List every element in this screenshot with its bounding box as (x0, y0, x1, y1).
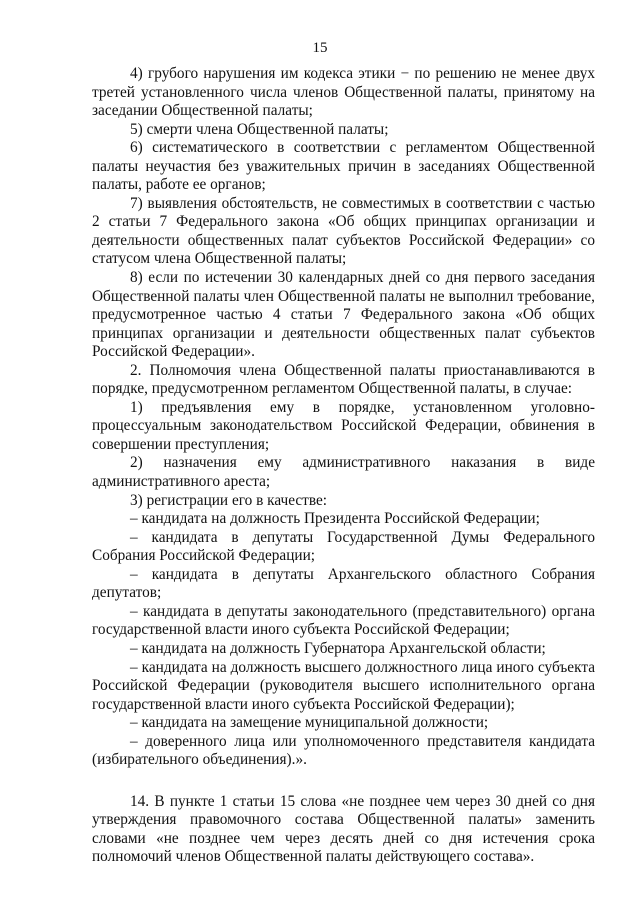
paragraph-suspension-item-1: 1) предъявления ему в порядке, установленном уголовно-процессуальным законодательством Российской Федерации, обвинения в совершении преступления; (92, 398, 595, 453)
paragraph-item-5-death: 5) смерти члена Общественной палаты; (130, 120, 389, 138)
paragraph-item-4-ethics-violation: 4) грубого нарушения им кодекса этики − по решению не менее двух третей установленного числа членов Общественной палаты, принятому на заседании Общественной палаты; (92, 65, 595, 120)
list-item-municipal-candidate: – кандидата на замещение муниципальной должности; (130, 714, 489, 732)
list-item-other-head-candidate: – кандидата на должность высшего должностного лица иного субъекта Российской Федерации (руководителя высшего исполнительного органа государственной власти иного субъекта Российской Федерации); (92, 658, 595, 713)
paragraph-item-6-non-participation: 6) систематического в соответствии с регламентом Общественной палаты неучастия без уважительных причин в заседаниях Общественной палаты, работе ее органов; (92, 139, 595, 194)
list-item-regional-assembly-candidate: – кандидата в депутаты Архангельского областного Собрания депутатов; (92, 565, 595, 602)
list-item-governor-candidate: – кандидата на должность Губернатора Архангельской области; (130, 639, 546, 657)
paragraph-suspension-item-3: 3) регистрации его в качестве: (130, 491, 328, 509)
document-body (92, 65, 595, 867)
paragraph-item-8-requirement-not-met: 8) если по истечении 30 календарных дней со дня первого заседания Общественной палаты член Общественной палаты не выполнил требование, предусмотренное частью 4 статьи 7 Федерального закона «Об общих принципах организации и деятельности общественных палат субъектов Российской Федерации». (92, 269, 595, 361)
paragraph-item-7-incompatible-circumstances: 7) выявления обстоятельств, не совместимых в соответствии с частью 2 статьи 7 Федерального закона «Об общих принципах организации и деятельности общественных палат субъектов Российской Федерации» со статусом члена Общественной палаты; (92, 194, 595, 268)
page-number: 15 (312, 40, 328, 56)
list-item-other-legislature-candidate: – кандидата в депутаты законодательного (представительного) органа государственной власти иного субъекта Российской Федерации; (92, 602, 595, 639)
list-item-president-candidate: – кандидата на должность Президента Российской Федерации; (130, 510, 540, 528)
paragraph-amendment-14: 14. В пункте 1 статьи 15 слова «не позднее чем через 30 дней со дня утверждения правомочного состава Общественной палаты» заменить словами «не позднее чем через десять дней со дня истечения срока полномочий членов Общественной палаты действующего состава». (92, 792, 595, 866)
list-item-state-duma-candidate: – кандидата в депутаты Государственной Думы Федерального Собрания Российской Федерации; (92, 528, 595, 565)
list-item-trusted-representative: – доверенного лица или уполномоченного представителя кандидата (избирательного объединения).». (92, 732, 595, 769)
paragraph-suspension-item-2: 2) назначения ему административного наказания в виде административного ареста; (92, 454, 595, 491)
paragraph-section-2-suspension: 2. Полномочия члена Общественной палаты приостанавливаются в порядке, предусмотренном регламентом Общественной палаты, в случае: (92, 361, 595, 398)
